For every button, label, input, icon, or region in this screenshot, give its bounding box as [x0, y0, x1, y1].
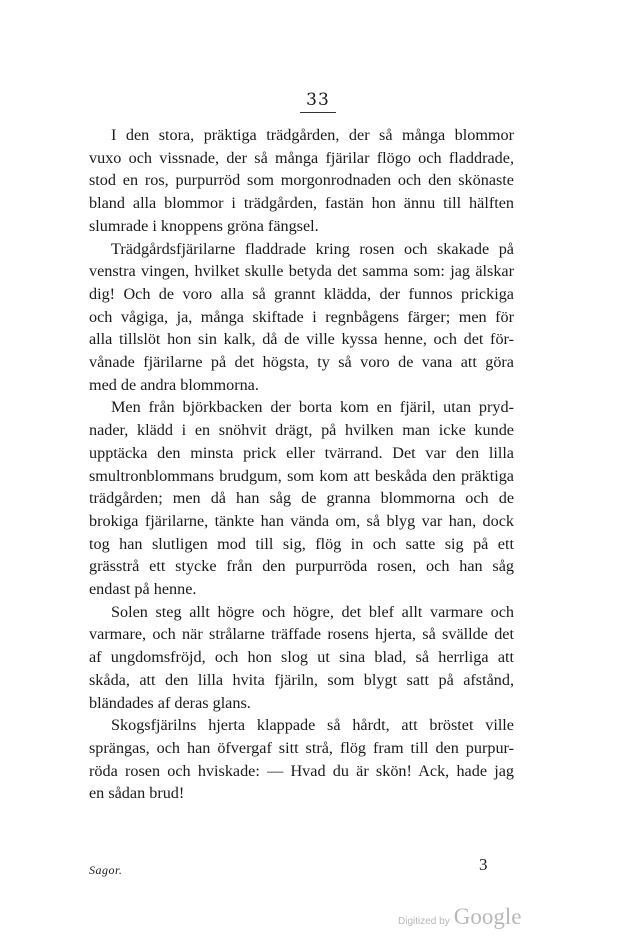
text-line: skåda, att den lilla hvita fjäriln, som blygt satt på afstånd,	[89, 670, 514, 689]
paragraph	[89, 238, 514, 397]
text-line: smultronblommans brudgum, som kom att beskåda den präktiga	[89, 466, 514, 485]
paragraph	[89, 124, 514, 238]
text-line: röda rosen och hviskade: — Hvad du är skön! Ack, hade jag	[89, 761, 514, 780]
paragraph	[89, 714, 514, 805]
text-line: en sådan brud!	[89, 784, 185, 803]
text-line: Men från björkbacken der borta kom en fjäril, utan pryd-	[111, 398, 514, 417]
text-line: med de andra blommorna.	[89, 375, 259, 394]
text-line: tog han slutligen mod till sig, flög in och satte sig på ett	[89, 534, 514, 553]
text-line: bländades af deras glans.	[89, 693, 251, 712]
text-line: venstra vingen, hvilket skulle betyda det samma som: jag älskar	[89, 262, 514, 281]
watermark-prefix: Digitized by	[398, 916, 450, 927]
text-line: Solen steg allt högre och högre, det blef allt varmare och	[111, 602, 514, 621]
text-line: varmare, och när strålarne träffade rosens hjerta, så svällde det	[89, 625, 514, 644]
text-line: endast på henne.	[89, 580, 197, 599]
text-line: stod en ros, purpurröd som morgonrodnaden och den skönaste	[89, 171, 514, 190]
text-line: Trädgårdsfjärilarne fladdrade kring rosen och skakade på	[111, 239, 514, 258]
text-line: nader, klädd i en snöhvit drägt, på hvilken man icke kunde	[89, 421, 514, 440]
text-line: grässtrå ett stycke från den purpurröda rosen, och han såg	[89, 557, 514, 576]
signature-mark: Sagor.	[89, 863, 123, 877]
text-line: och vågiga, ja, många skiftade i regnbågens färger; men för	[89, 307, 514, 326]
page-number-text: 33	[300, 90, 336, 113]
digitized-watermark	[398, 904, 521, 930]
text-line: I den stora, präktiga trädgården, der så många blommor	[111, 126, 514, 144]
text-line: slumrade i knoppens gröna fängsel.	[89, 216, 319, 235]
body-text	[89, 124, 514, 805]
text-line: af ungdomsfröjd, och hon slog ut sina blad, så herrliga att	[89, 648, 514, 667]
text-line: vuxo och vissnade, der så många fjärilar flögo och fladdrade,	[89, 148, 514, 167]
text-line: alla tillslöt hon sin kalk, då de ville kyssa henne, och det för-	[89, 330, 514, 349]
paragraph	[89, 396, 514, 600]
text-line: bland alla blommor i trädgården, fastän hon ännu till hälften	[89, 194, 514, 213]
text-line: brokiga fjärilarne, tänkte han vända om, så blyg var han, dock	[89, 511, 514, 530]
text-line: trädgården; men då han såg de granna blommorna och de	[89, 489, 514, 508]
text-line: dig! Och de voro alla så grannt klädda, der funnos prickiga	[89, 284, 514, 303]
page-number	[0, 90, 636, 113]
text-line: sprängas, och han öfvergaf sitt strå, flög fram till den purpur-	[89, 738, 514, 757]
paragraph	[89, 601, 514, 715]
sheet-number: 3	[479, 855, 488, 874]
watermark-brand: Google	[453, 904, 522, 929]
text-line: upptäcka den minsta prick eller tvärrand. Det var den lilla	[89, 443, 514, 462]
text-line: vånade fjärilarne på det högsta, ty så voro de vana att göra	[89, 353, 514, 372]
text-line: Skogsfjärilns hjerta klappade så hårdt, att bröstet ville	[111, 716, 514, 735]
